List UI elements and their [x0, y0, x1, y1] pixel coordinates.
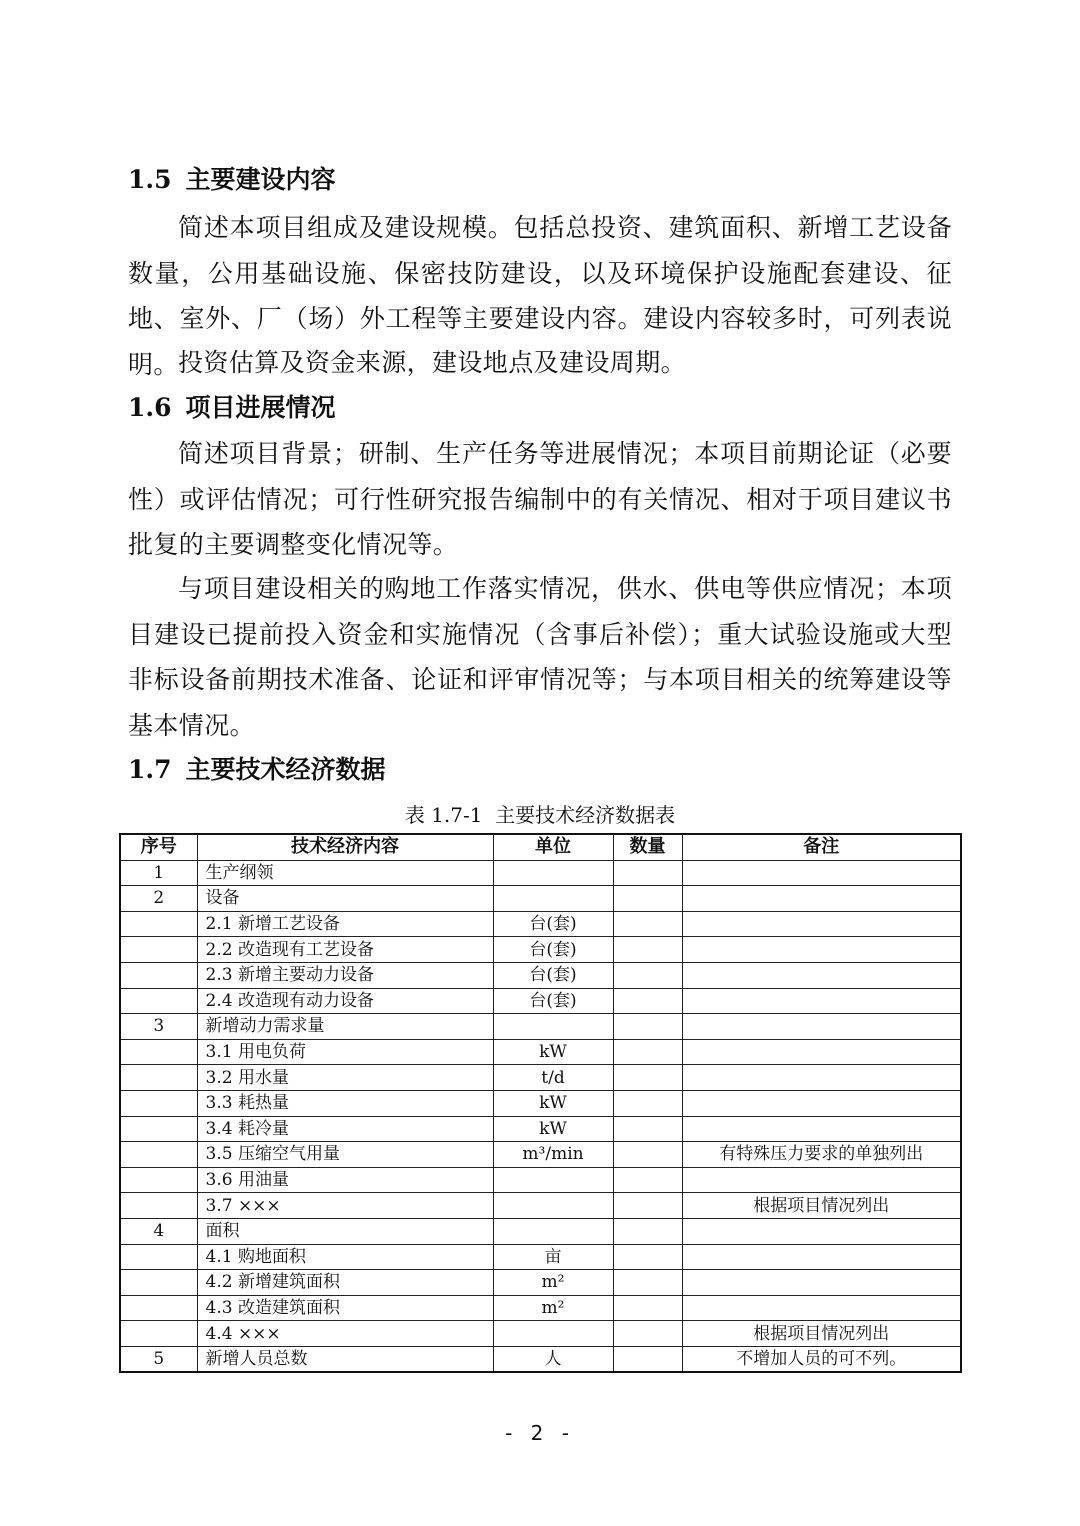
cell-item: 4.3 改造建筑面积 [197, 1295, 493, 1321]
cell-seq: 1 [120, 860, 197, 886]
table-row [120, 937, 961, 963]
cell-seq [120, 988, 197, 1014]
cell-item: 4.4 ××× [197, 1321, 493, 1347]
table-row [120, 860, 961, 886]
cell-unit [493, 1193, 613, 1219]
paragraph: 简述本项目组成及建设规模。包括总投资、建筑面积、新增工艺设备数量，公用基础设施、保密技防建设，以及环境保护设施配套建设、征地、室外、厂（场）外工程等主要建设内容。建设内容较多时，可列表说明。 [128, 213, 952, 379]
cell-item: 3.4 耗冷量 [197, 1116, 493, 1142]
cell-note [682, 937, 961, 963]
caption-title: 主要技术经济数据表 [495, 803, 676, 827]
cell-unit: 台(套) [493, 937, 613, 963]
cell-qty [613, 1321, 682, 1347]
cell-note [682, 1090, 961, 1116]
table-row [120, 962, 961, 988]
section-title: 项目进展情况 [185, 393, 336, 422]
cell-unit [493, 1321, 613, 1347]
table-row [120, 1090, 961, 1116]
cell-qty [613, 1218, 682, 1244]
table-row [120, 1014, 961, 1040]
cell-seq [120, 1244, 197, 1270]
table-caption [0, 800, 1080, 830]
cell-unit: t/d [493, 1065, 613, 1091]
cell-unit [493, 1167, 613, 1193]
cell-note [682, 962, 961, 988]
table-row [120, 1039, 961, 1065]
cell-note [682, 1295, 961, 1321]
cell-unit: m³/min [493, 1142, 613, 1168]
cell-unit: m² [493, 1295, 613, 1321]
paragraph: 投资估算及资金来源，建设地点及建设周期。 [178, 348, 687, 377]
table-row [120, 1193, 961, 1219]
cell-item: 3.2 用水量 [197, 1065, 493, 1091]
cell-item: 2.4 改造现有动力设备 [197, 988, 493, 1014]
cell-qty [613, 1116, 682, 1142]
cell-seq: 2 [120, 886, 197, 912]
cell-note [682, 911, 961, 937]
cell-qty [613, 1295, 682, 1321]
cell-note: 根据项目情况列出 [682, 1193, 961, 1219]
cell-seq [120, 911, 197, 937]
cell-seq [120, 1193, 197, 1219]
cell-qty [613, 886, 682, 912]
cell-item: 3.7 ××× [197, 1193, 493, 1219]
cell-unit: kW [493, 1090, 613, 1116]
cell-qty [613, 1065, 682, 1091]
cell-item: 设备 [197, 886, 493, 912]
cell-qty [613, 911, 682, 937]
cell-note [682, 988, 961, 1014]
table-row [120, 1270, 961, 1296]
cell-unit [493, 886, 613, 912]
cell-item: 2.1 新增工艺设备 [197, 911, 493, 937]
section-number: 1.7 [128, 755, 172, 784]
cell-seq: 5 [120, 1346, 197, 1372]
table-row [120, 1065, 961, 1091]
tech-economic-data-table [119, 833, 962, 1373]
cell-item: 4.2 新增建筑面积 [197, 1270, 493, 1296]
section-title: 主要技术经济数据 [185, 755, 386, 784]
cell-note [682, 1039, 961, 1065]
cell-seq [120, 1090, 197, 1116]
cell-seq [120, 1065, 197, 1091]
table-row [120, 988, 961, 1014]
cell-seq [120, 1142, 197, 1168]
table-body [120, 860, 961, 1372]
cell-seq [120, 962, 197, 988]
section-number: 1.6 [128, 393, 172, 422]
cell-seq [120, 1321, 197, 1347]
section-heading-1-7 [128, 753, 386, 787]
cell-seq: 3 [120, 1014, 197, 1040]
table-row [120, 1218, 961, 1244]
cell-qty [613, 937, 682, 963]
cell-unit: 亩 [493, 1244, 613, 1270]
cell-unit: 台(套) [493, 911, 613, 937]
paragraph: 简述项目背景；研制、生产任务等进展情况；本项目前期论证（必要性）或评估情况；可行性研究报告编制中的有关情况、相对于项目建议书批复的主要调整变化情况等。 [128, 439, 952, 559]
cell-unit: m² [493, 1270, 613, 1296]
table-row [120, 1346, 961, 1372]
cell-seq [120, 1167, 197, 1193]
table-row [120, 1116, 961, 1142]
cell-seq [120, 1116, 197, 1142]
cell-note [682, 1116, 961, 1142]
paragraph: 与项目建设相关的购地工作落实情况，供水、供电等供应情况；本项目建设已提前投入资金和实施情况（含事后补偿）；重大试验设施或大型非标设备前期技术准备、论证和评审情况等；与本项目相关的统筹建设等基本情况。 [128, 574, 952, 740]
table-row [120, 911, 961, 937]
cell-seq: 4 [120, 1218, 197, 1244]
section-heading-1-5 [128, 163, 336, 197]
cell-qty [613, 1270, 682, 1296]
cell-item: 3.6 用油量 [197, 1167, 493, 1193]
cell-seq [120, 1039, 197, 1065]
cell-note [682, 1014, 961, 1040]
cell-note: 有特殊压力要求的单独列出 [682, 1142, 961, 1168]
table-row [120, 1167, 961, 1193]
caption-prefix: 表 [404, 803, 425, 827]
cell-note [682, 1244, 961, 1270]
header-unit: 单位 [493, 834, 613, 860]
cell-qty [613, 1167, 682, 1193]
table-row [120, 1142, 961, 1168]
cell-qty [613, 1193, 682, 1219]
cell-item: 新增人员总数 [197, 1346, 493, 1372]
cell-note [682, 1065, 961, 1091]
cell-note: 不增加人员的可不列。 [682, 1346, 961, 1372]
cell-item: 4.1 购地面积 [197, 1244, 493, 1270]
header-seq: 序号 [120, 834, 197, 860]
cell-qty [613, 1039, 682, 1065]
cell-note [682, 886, 961, 912]
cell-unit: 台(套) [493, 962, 613, 988]
cell-qty [613, 1142, 682, 1168]
table-row [120, 886, 961, 912]
cell-note [682, 1167, 961, 1193]
cell-item: 3.3 耗热量 [197, 1090, 493, 1116]
cell-qty [613, 1014, 682, 1040]
cell-item: 新增动力需求量 [197, 1014, 493, 1040]
cell-unit: kW [493, 1116, 613, 1142]
cell-qty [613, 1090, 682, 1116]
cell-note [682, 1218, 961, 1244]
section-heading-1-6 [128, 391, 336, 425]
cell-unit [493, 1014, 613, 1040]
cell-qty [613, 860, 682, 886]
cell-seq [120, 1295, 197, 1321]
cell-qty [613, 1244, 682, 1270]
header-qty: 数量 [613, 834, 682, 860]
cell-seq [120, 937, 197, 963]
cell-item: 2.2 改造现有工艺设备 [197, 937, 493, 963]
section-number: 1.5 [128, 165, 172, 194]
cell-qty [613, 988, 682, 1014]
cell-item: 2.3 新增主要动力设备 [197, 962, 493, 988]
cell-qty [613, 1346, 682, 1372]
cell-item: 3.1 用电负荷 [197, 1039, 493, 1065]
cell-qty [613, 962, 682, 988]
cell-unit [493, 860, 613, 886]
cell-note [682, 860, 961, 886]
table-row [120, 1321, 961, 1347]
page-number: - 2 - [505, 1421, 575, 1445]
cell-item: 生产纲领 [197, 860, 493, 886]
cell-item: 3.5 压缩空气用量 [197, 1142, 493, 1168]
header-note: 备注 [682, 834, 961, 860]
cell-note [682, 1270, 961, 1296]
cell-unit: kW [493, 1039, 613, 1065]
table-header-row [120, 834, 961, 860]
table-row [120, 1244, 961, 1270]
cell-unit [493, 1218, 613, 1244]
cell-item: 面积 [197, 1218, 493, 1244]
caption-number: 1.7-1 [431, 803, 483, 827]
cell-seq [120, 1270, 197, 1296]
cell-note: 根据项目情况列出 [682, 1321, 961, 1347]
header-item: 技术经济内容 [197, 834, 493, 860]
table-row [120, 1295, 961, 1321]
cell-unit: 人 [493, 1346, 613, 1372]
cell-unit: 台(套) [493, 988, 613, 1014]
section-title: 主要建设内容 [185, 165, 336, 194]
